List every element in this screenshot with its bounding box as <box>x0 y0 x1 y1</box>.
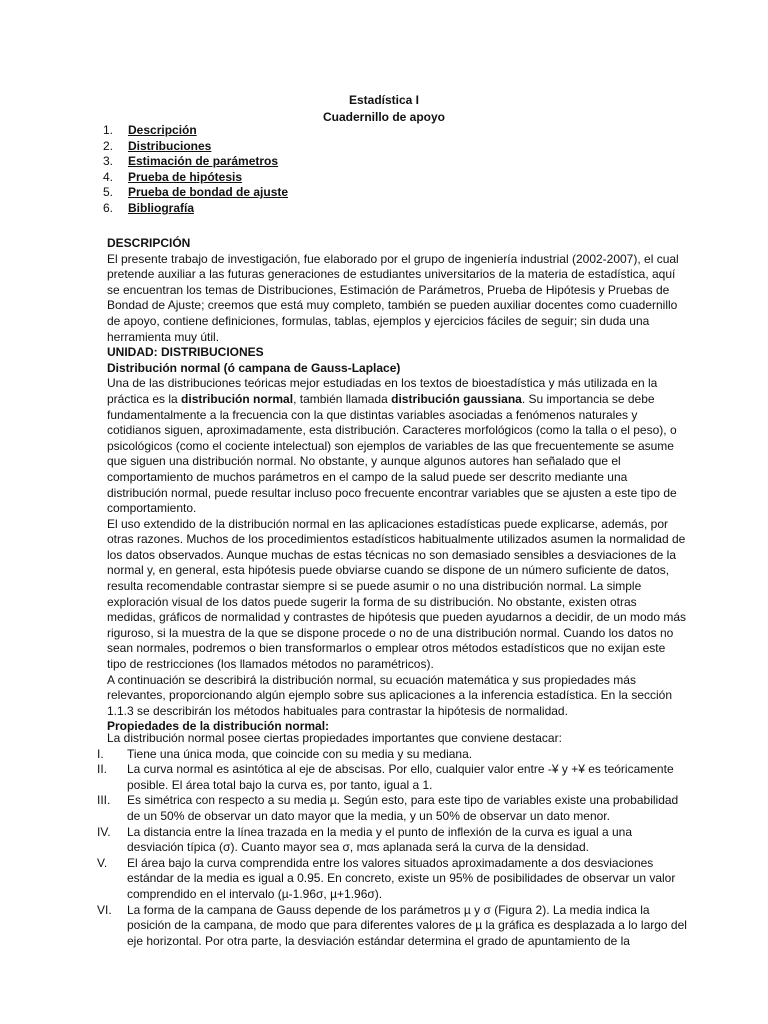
subsection-heading-propiedades: Propiedades de la distribución normal: <box>107 719 330 734</box>
term-distribucion-normal: distribución normal <box>181 391 294 406</box>
toc-link[interactable]: Estimación de parámetros <box>128 154 279 169</box>
subsection-heading-normal: Distribución normal (ó campana de Gauss-Laplace) <box>107 360 401 375</box>
document-header <box>0 92 768 126</box>
toc-number: 3. <box>103 154 114 169</box>
list-item <box>79 793 689 824</box>
list-item-text: El área bajo la curva comprendida entre los valores situados aproximadamente a dos desviaciones estándar de la media es igual a 0.95. En concreto, existe un 95% de posibilidades de observar un valor comprendido en el intervalo (µ-1.96σ, µ+1.96σ). <box>127 855 676 901</box>
list-item <box>79 903 689 950</box>
properties-list <box>79 731 689 949</box>
list-item <box>79 747 689 763</box>
toc-link[interactable]: Descripción <box>128 123 197 137</box>
toc-number: 5. <box>103 185 114 200</box>
toc-item-bibliografia[interactable] <box>103 201 288 217</box>
text-run: . Su importancia se debe fundamentalmente a la frecuencia con la que distintas variables asociadas a fenómenos naturales y cotidianos siguen, aproximadamente, esta distribución. Caracteres morfológicos (como la talla o el peso), o psicológicos (como el cociente intelectual) son ejemplos de variables de las que frecuentemente se asume que siguen una distribución normal. No obstante, y aunque algunos autores han señalado que el comportamiento de muchos parámetros en el campo de la salud puede ser descrito mediante una distribución normal, puede resultar incluso poco frecuente encontrar variables que se ajusten a este tipo de comportamiento. <box>107 391 677 516</box>
toc-item-descripcion[interactable] <box>103 123 288 139</box>
list-item <box>79 825 689 856</box>
normal-paragraph-2: El uso extendido de la distribución normal en las aplicaciones estadísticas puede explicarse, además, por otras razones. Muchos de los procedimientos estadísticos habitualmente utilizados asumen la normalidad de los datos observados. Aunque muchas de estas técnicas no son demasiado sensibles a desviaciones de la normal y, en general, esta hipótesis puede obviarse cuando se dispone de un número suficiente de datos, resulta recomendable contrastar siempre si se puede asumir o no una distribución normal. La simple exploración visual de los datos puede sugerir la forma de su distribución. No obstante, existen otras medidas, gráficos de normalidad y contrastes de hipótesis que pueden ayudarnos a decidir, de un modo más riguroso, si la muestra de la que se dispone procede o no de una distribución normal. Cuando los datos no sean normales, podremos o bien transformarlos o emplear otros métodos estadísticos que no exijan este tipo de restricciones (los llamados métodos no paramétricos). <box>107 516 687 672</box>
toc-link[interactable]: Prueba de hipótesis <box>128 169 243 184</box>
toc-link[interactable]: Bibliografía <box>128 200 195 215</box>
toc-number: 6. <box>103 200 114 215</box>
toc-item-distribuciones[interactable] <box>103 139 288 155</box>
normal-paragraph-1 <box>107 376 687 516</box>
normal-paragraph-3: A continuación se describirá la distribución normal, su ecuación matemática y sus propiedades más relevantes, proporcionando algún ejemplo sobre sus aplicaciones a la inferencia estadística. En la sección 1.1.3 se describirán los métodos habituales para contrastar la hipótesis de normalidad. <box>107 672 673 718</box>
term-distribucion-gaussiana: distribución gaussiana <box>391 391 522 406</box>
list-item-text: Tiene una única moda, que coincide con su media y su mediana. <box>127 746 473 761</box>
list-number: IV. <box>97 824 111 839</box>
document-body <box>107 236 687 735</box>
list-item-text: La curva normal es asintótica al eje de abscisas. Por ello, cualquier valor entre -¥ y +¥ es teóricamente posible. El área total bajo la curva es, por tanto, igual a 1. <box>127 762 674 792</box>
table-of-contents <box>103 123 288 217</box>
text-run: , también llamada <box>293 391 392 406</box>
document-title: Estadística I <box>348 93 420 107</box>
list-item <box>79 856 689 903</box>
list-number: I. <box>97 746 104 761</box>
toc-link[interactable]: Prueba de bondad de ajuste <box>128 185 289 200</box>
descripcion-paragraph: El presente trabajo de investigación, fue elaborado por el grupo de ingeniería industrial (2002-2007), el cual pretende auxiliar a las futuras generaciones de estudiantes universitarios de la materia de estadística, aquí se encuentran los temas de Distribuciones, Estimación de Parámetros, Prueba de Hipótesis y Pruebas de Bondad de Ajuste; creemos que está muy completo, también se pueden auxiliar docentes como cuadernillo de apoyo, contiene definiciones, formulas, tablas, ejemplos y ejercicios fáciles de seguir; sin duda una herramienta muy útil. <box>107 251 679 344</box>
list-item-text: La forma de la campana de Gauss depende de los parámetros µ y σ (Figura 2). La media indica la posición de la campana, de modo que para diferentes valores de µ la gráfica es desplazada a lo largo del eje horizontal. Por otra parte, la desviación estándar determina el grado de apuntamiento de la <box>127 902 687 948</box>
list-item-text: Es simétrica con respecto a su media µ. Según esto, para este tipo de variables existe una probabilidad de un 50% de observar un dato mayor que la media, y un 50% de observar un dato menor. <box>127 793 679 823</box>
section-heading-unidad: UNIDAD: DISTRIBUCIONES <box>107 345 264 360</box>
toc-item-hipotesis[interactable] <box>103 170 288 186</box>
list-number: VI. <box>97 902 112 917</box>
section-heading-descripcion: DESCRIPCIÓN <box>107 236 191 250</box>
properties-intro: La distribución normal posee ciertas propiedades importantes que conviene destacar: <box>107 731 562 745</box>
toc-link[interactable]: Distribuciones <box>128 138 212 153</box>
list-item <box>79 762 689 793</box>
list-item-text: La distancia entre la línea trazada en la media y el punto de inflexión de la curva es igual a una desviación típica (σ). Cuanto mayor sea σ, mαs aplanada será la curva de la densidad. <box>127 824 632 855</box>
toc-number: 4. <box>103 169 114 184</box>
list-number: III. <box>97 793 111 808</box>
list-number: V. <box>97 855 108 870</box>
toc-number: 2. <box>103 138 114 153</box>
toc-number: 1. <box>103 123 114 137</box>
toc-item-estimacion[interactable] <box>103 154 288 170</box>
text-run: Una de las distribuciones teóricas mejor estudiadas en los textos de bioestadística y más utilizada en la práctica es la <box>107 376 658 406</box>
list-number: II. <box>97 762 108 777</box>
toc-item-bondad[interactable] <box>103 185 288 201</box>
document-subtitle: Cuadernillo de apoyo <box>322 110 445 124</box>
